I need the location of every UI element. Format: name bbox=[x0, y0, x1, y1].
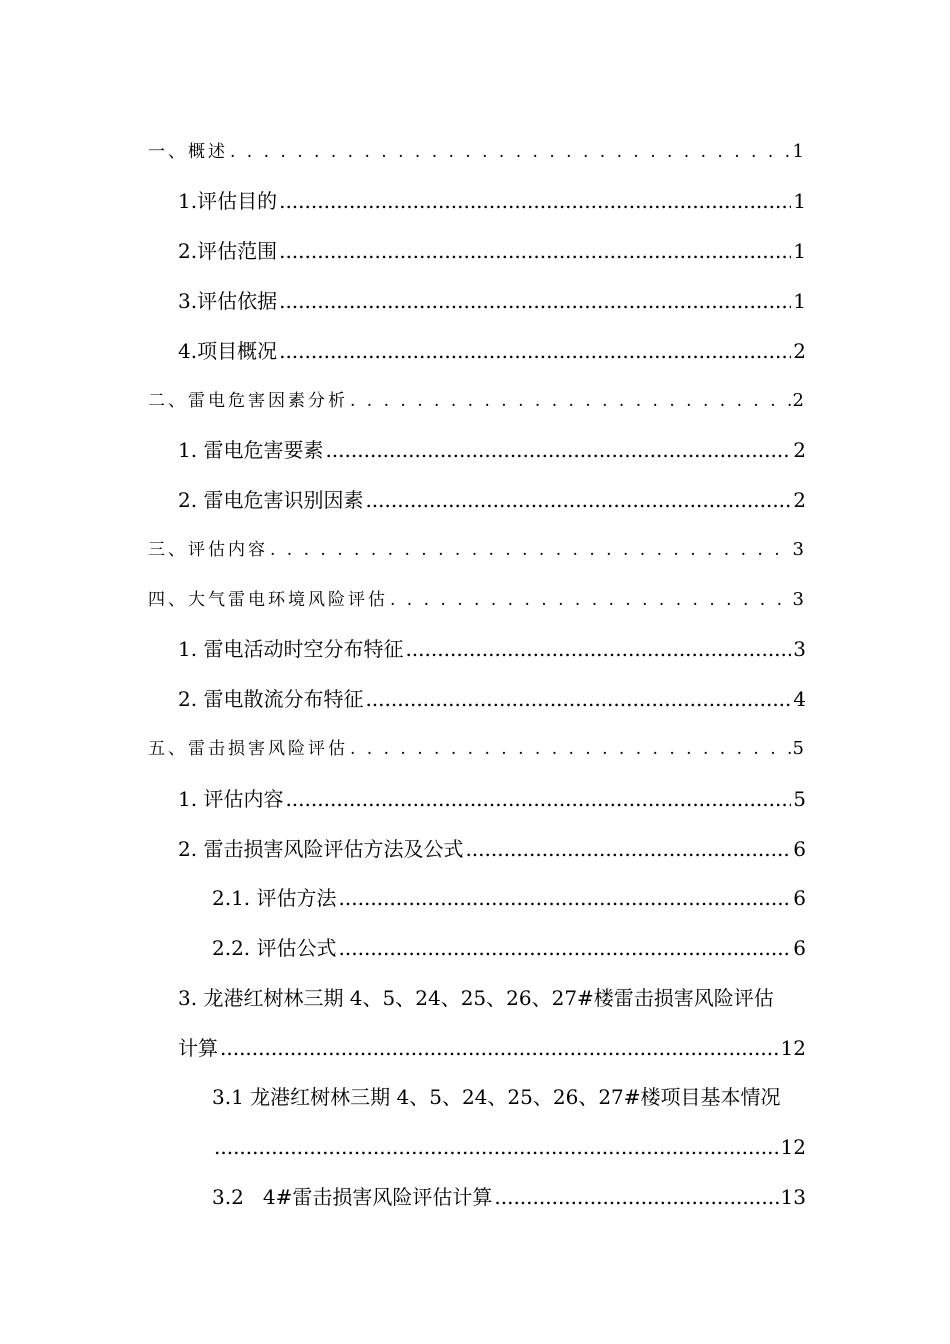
toc-entry-label: 2. 雷电散流分布特征 bbox=[178, 687, 364, 711]
dot-leader bbox=[365, 487, 791, 513]
toc-entry-page: 6 bbox=[793, 936, 806, 960]
toc-entry-1-2[interactable] bbox=[178, 238, 806, 264]
toc-entry-1-1[interactable] bbox=[178, 188, 806, 214]
toc-entry-label: 2.1. 评估方法 bbox=[212, 886, 337, 910]
toc-entry-label: 1.评估目的 bbox=[178, 189, 278, 213]
toc-entry-label: 2. 雷击损害风险评估方法及公式 bbox=[178, 837, 464, 861]
toc-entry-5-3-2[interactable] bbox=[212, 1184, 806, 1210]
dot-leader bbox=[350, 388, 791, 414]
toc-entry-5-3-line1[interactable]: 3. 龙港红树林三期 4、5、24、25、26、27#楼雷击损害风险评估 bbox=[178, 986, 774, 1010]
toc-entry-label: 4.项目概况 bbox=[178, 339, 278, 363]
toc-entry-4[interactable] bbox=[148, 587, 804, 613]
toc-entry-5-3-1[interactable] bbox=[212, 1134, 806, 1160]
toc-entry-label: 3.2 4#雷击损害风险评估计算 bbox=[212, 1185, 493, 1209]
toc-entry-label: 1. 评估内容 bbox=[178, 787, 284, 811]
dot-leader bbox=[339, 935, 792, 961]
toc-entry-5-3-1-line1[interactable]: 3.1 龙港红树林三期 4、5、24、25、26、27#楼项目基本情况 bbox=[212, 1085, 781, 1109]
dot-leader bbox=[220, 1035, 779, 1061]
toc-entry-page: 4 bbox=[793, 687, 806, 711]
toc-entry-page: 2 bbox=[793, 488, 806, 512]
toc-entry-label: 3.评估依据 bbox=[178, 289, 278, 313]
dot-leader bbox=[270, 537, 791, 563]
toc-entry-page: 5 bbox=[792, 738, 804, 759]
toc-entry-page: 1 bbox=[793, 289, 806, 313]
toc-entry-label: 一、概述 bbox=[148, 142, 228, 162]
toc-entry-5-2-1[interactable] bbox=[212, 885, 806, 911]
dot-leader bbox=[339, 885, 792, 911]
dot-leader bbox=[465, 836, 791, 862]
dot-leader bbox=[325, 437, 791, 463]
toc-entry-label: 2.评估范围 bbox=[178, 239, 278, 263]
toc-entry-page: 3 bbox=[793, 637, 806, 661]
toc-entry-page: 2 bbox=[793, 438, 806, 462]
toc-entry-label: 2. 雷电危害识别因素 bbox=[178, 488, 364, 512]
toc-entry-page: 5 bbox=[793, 787, 806, 811]
toc-entry-page: 6 bbox=[793, 886, 806, 910]
toc-entry-5[interactable] bbox=[148, 736, 804, 762]
toc-entry-4-1[interactable] bbox=[178, 636, 806, 662]
toc-entry-5-3[interactable] bbox=[178, 1035, 806, 1061]
dot-leader bbox=[279, 288, 791, 314]
toc-entry-label: 1. 雷电活动时空分布特征 bbox=[178, 637, 404, 661]
toc-entry-5-2[interactable] bbox=[178, 836, 806, 862]
toc-entry-page: 1 bbox=[792, 141, 804, 162]
dot-leader bbox=[494, 1184, 778, 1210]
toc-entry-page: 13 bbox=[780, 1185, 806, 1209]
toc-entry-page: 12 bbox=[780, 1135, 806, 1159]
toc-entry-1-3[interactable] bbox=[178, 288, 806, 314]
dot-leader bbox=[285, 786, 791, 812]
toc-entry-page: 1 bbox=[793, 239, 806, 263]
dot-leader bbox=[279, 188, 791, 214]
toc-entry-label: 1. 雷电危害要素 bbox=[178, 438, 324, 462]
toc-entry-2-2[interactable] bbox=[178, 487, 806, 513]
dot-leader bbox=[214, 1134, 779, 1160]
toc-entry-page: 3 bbox=[792, 539, 804, 560]
toc-entry-3[interactable] bbox=[148, 537, 804, 563]
dot-leader bbox=[279, 338, 791, 364]
toc-entry-label: 2.2. 评估公式 bbox=[212, 936, 337, 960]
dot-leader bbox=[350, 736, 791, 762]
toc-entry-label: 计算 bbox=[178, 1036, 218, 1060]
toc-entry-1[interactable] bbox=[148, 139, 804, 165]
toc-entry-1-4[interactable] bbox=[178, 338, 806, 364]
toc-entry-4-2[interactable] bbox=[178, 686, 806, 712]
toc-entry-page: 3 bbox=[792, 589, 804, 610]
toc-entry-2[interactable] bbox=[148, 388, 804, 414]
dot-leader bbox=[230, 139, 791, 165]
toc-entry-label: 四、大气雷电环境风险评估 bbox=[148, 590, 388, 610]
toc-entry-page: 6 bbox=[793, 837, 806, 861]
toc-entry-page: 2 bbox=[793, 339, 806, 363]
toc-entry-page: 12 bbox=[780, 1036, 806, 1060]
dot-leader bbox=[365, 686, 791, 712]
toc-entry-label: 二、雷电危害因素分析 bbox=[148, 391, 348, 411]
toc-entry-label: 五、雷击损害风险评估 bbox=[148, 739, 348, 759]
toc-entry-5-1[interactable] bbox=[178, 786, 806, 812]
toc-entry-2-1[interactable] bbox=[178, 437, 806, 463]
toc-entry-page: 2 bbox=[792, 390, 804, 411]
dot-leader bbox=[279, 238, 791, 264]
dot-leader bbox=[390, 587, 791, 613]
dot-leader bbox=[405, 636, 791, 662]
toc-entry-5-2-2[interactable] bbox=[212, 935, 806, 961]
toc-entry-page: 1 bbox=[793, 189, 806, 213]
toc-entry-label: 三、评估内容 bbox=[148, 540, 268, 560]
